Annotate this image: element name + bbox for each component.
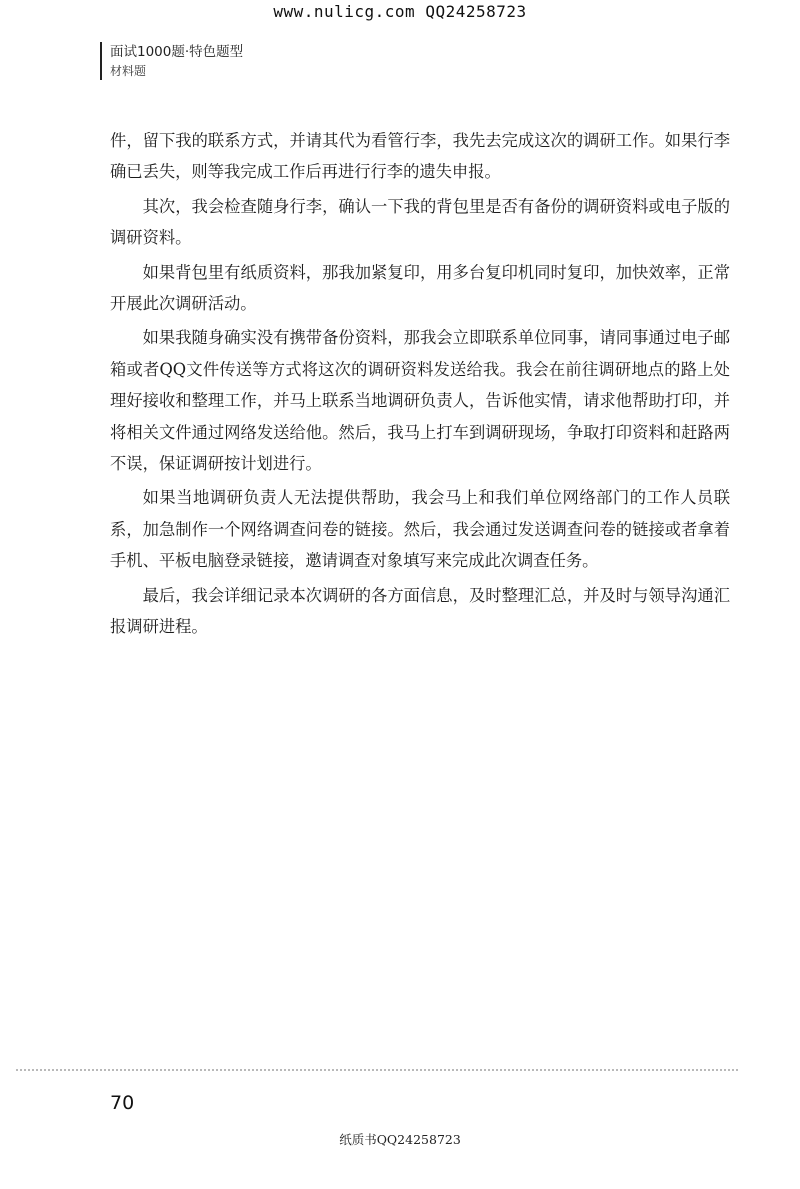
watermark-url: www.nulicg.com QQ24258723 (273, 2, 527, 21)
paragraph-4: 如果我随身确实没有携带备份资料，那我会立即联系单位同事，请同事通过电子邮箱或者QQ文件传送等方式将这次的调研资料发送给我。我会在前往调研地点的路上处理好接收和整理工作，并马上联系当地调研负责人，告诉他实情，请求他帮助打印，并将相关文件通过网络发送给他。然后，我马上打车到调研现场，争取打印资料和赶路两不误，保证调研按计划进行。 (110, 328, 730, 474)
page-number: 70 (110, 1092, 135, 1114)
section-label: 材料题 (110, 64, 147, 78)
paragraph-2: 其次，我会检查随身行李，确认一下我的背包里是否有备份的调研资料或电子版的调研资料。 (110, 196, 730, 248)
paragraph-6: 最后，我会详细记录本次调研的各方面信息，及时整理汇总，并及时与领导沟通汇报调研进程。 (110, 585, 730, 637)
paragraph-1: 件，留下我的联系方式，并请其代为看管行李，我先去完成这次的调研工作。如果行李确已丢失，则等我完成工作后再进行行李的遗失申报。 (110, 131, 730, 182)
body-text (110, 125, 730, 646)
footer-divider (16, 1069, 738, 1071)
paragraph-5: 如果当地调研负责人无法提供帮助，我会马上和我们单位网络部门的工作人员联系，加急制作一个网络调查问卷的链接。然后，我会通过发送调查问卷的链接或者拿着手机、平板电脑登录链接，邀请调查对象填写来完成此次调查任务。 (110, 488, 730, 571)
book-title: 面试1000题·特色题型 (110, 44, 244, 60)
paragraph-3: 如果背包里有纸质资料，那我加紧复印，用多台复印机同时复印，加快效率，正常开展此次调研活动。 (110, 262, 730, 314)
footer-note: 纸质书QQ24258723 (339, 1132, 461, 1147)
running-header (100, 42, 243, 80)
